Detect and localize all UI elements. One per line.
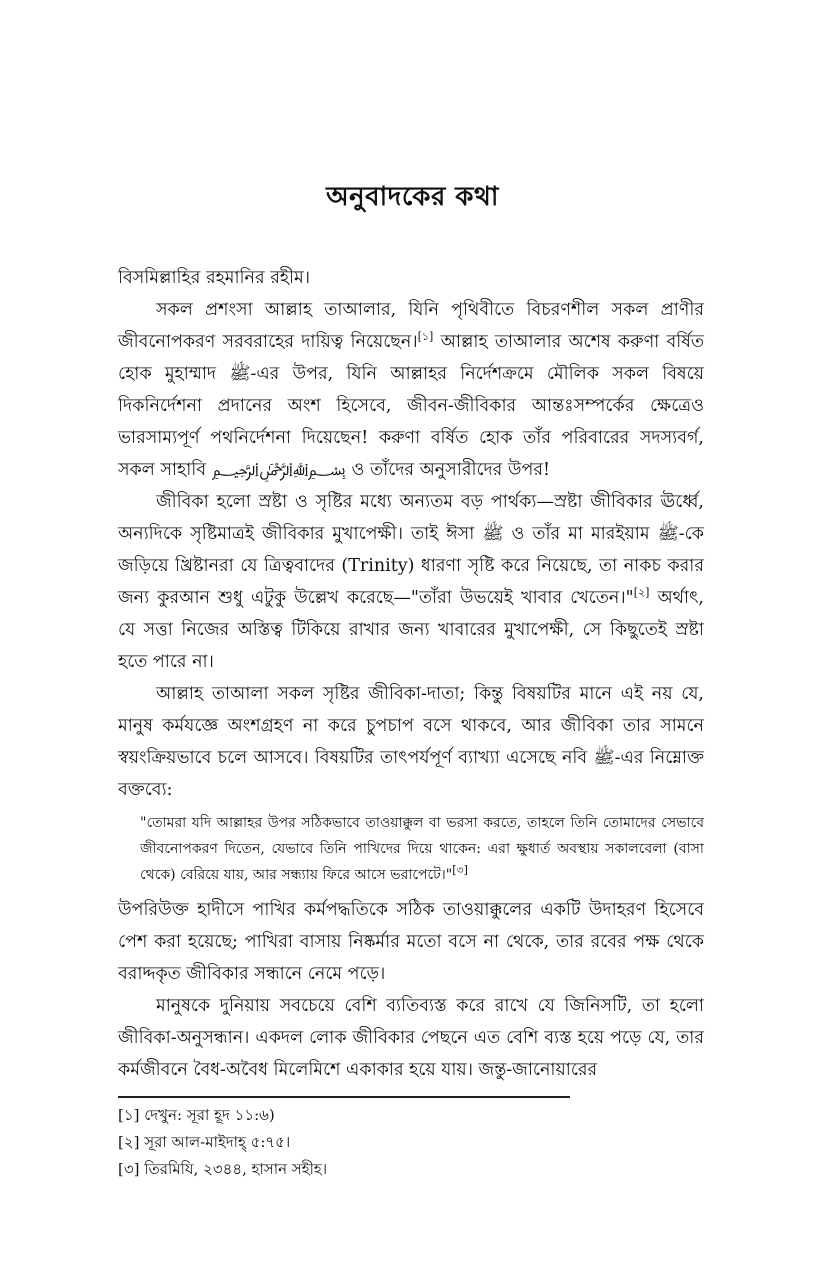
paragraph-livelihood-part1: জীবিকা হলো স্রষ্টা ও সৃষ্টির মধ্যে অন্যতম বড় পার্থক্য—স্রষ্টা জীবিকার ঊর্ধ্বে, অন্যদিকে সৃষ্টিমাত্রই জীবিকার মুখাপেক্ষী। তাই ঈসা ﷺ ও তাঁর মা মারইয়াম ﷺ-কে জড়িয়ে খ্রিষ্টানরা যে ত্রিত্ববাদের (Trinity) ধারণা সৃষ্টি করে নিয়েছে, তা নাকচ করার জন্য কুরআন শুধু এটুকু উল্লেখ করেছে—"তাঁরা উভয়েই খাবার খেতেন।" — [118, 492, 704, 608]
body-text — [118, 262, 704, 1086]
paragraph-bismillah: বিসমিল্লাহির রহমানির রহীম। — [118, 268, 310, 288]
hadith-quote — [140, 810, 704, 888]
paragraph-birds: উপরিউক্ত হাদীসে পাখির কর্মপদ্ধতিকে সঠিক তাওয়াক্কুলের একটি উদাহরণ হিসেবে পেশ করা হয়েছে; পাখিরা বাসায় নিষ্কর্মার মতো বসে না থেকে, তার রবের পক্ষ থেকে বরাদ্দকৃত জীবিকার সন্ধানে নেমে পড়ে। — [118, 900, 704, 984]
paragraph-provider: আল্লাহ তাআলা সকল সৃষ্টির জীবিকা-দাতা; কিন্তু বিষয়টির মানে এই নয় যে, মানুষ কর্মযজ্ঞে অংশগ্রহণ না করে চুপচাপ বসে থাকবে, আর জীবিকা তার সামনে স্বয়ংক্রিয়ভাবে চলে আসবে। বিষয়টির তাৎপর্যপূর্ণ ব্যাখ্যা এসেছে নবি ﷺ-এর নিম্নোক্ত বক্তব্যে: — [118, 684, 704, 800]
paragraph-busy: মানুষকে দুনিয়ায় সবচেয়ে বেশি ব্যতিব্যস্ত করে রাখে যে জিনিসটি, তা হলো জীবিকা-অনুসন্ধান। একদল লোক জীবিকার পেছনে এত বেশি ব্যস্ত হয়ে পড়ে যে, তার কর্মজীবনে বৈধ-অবৈধ মিলেমিশে একাকার হয়ে যায়। জন্তু-জানোয়ারের — [118, 996, 704, 1080]
paragraph-praise-part2: আল্লাহ তাআলার অশেষ করুণা বর্ষিত হোক মুহাম্মাদ ﷺ-এর উপর, যিনি আল্লাহর নির্দেশক্রমে মৌলিক সকল বিষয়ে দিকনির্দেশনা প্রদানের অংশ হিসেবে, জীবন-জীবিকার আন্তঃসম্পর্কের ক্ষেত্রেও ভারসাম্যপূর্ণ পথনির্দেশনা দিয়েছেন! করুণা বর্ষিত হোক তাঁর পরিবারের সদস্যবর্গ, সকল সাহাবি ﷽ ও তাঁদের অনুসারীদের উপর! — [118, 332, 704, 480]
footnote-2: [২] সূরা আল-মাইদাহ্ ৫:৭৫। — [118, 1133, 291, 1151]
footnote-divider — [118, 1096, 570, 1098]
footnotes — [118, 1102, 704, 1183]
paragraph-praise-part1: সকল প্রশংসা আল্লাহ তাআলার, যিনি পৃথিবীতে বিচরণশীল সকল প্রাণীর জীবনোপকরণ সরবরাহের দায়িত্ব নিয়েছেন। — [118, 300, 704, 352]
footnote-3: [৩] তিরমিযি, ২৩৪৪, হাসান সহীহ। — [118, 1160, 328, 1178]
footnote-ref-3: [৩] — [452, 863, 468, 877]
page-title: অনুবাদকের কথা — [326, 182, 499, 212]
footnote-1: [১] দেখুন: সূরা হূদ ১১:৬) — [118, 1106, 275, 1124]
hadith-quote-text: "তোমরা যদি আল্লাহর উপর সঠিকভাবে তাওয়াক্কুল বা ভরসা করতে, তাহলে তিনি তোমাদের সেভাবে জীবনোপকরণ দিতেন, যেভাবে তিনি পাখিদের দিয়ে থাকেন: এরা ক্ষুধার্ত অবস্থায় সকালবেলা (বাসা থেকে) বেরিয়ে যায়, আর সন্ধ্যায় ফিরে আসে ভরাপেটে।" — [140, 815, 704, 883]
paragraph-livelihood — [118, 486, 704, 678]
footnote-ref-1: [১] — [417, 330, 434, 344]
paragraph-praise — [118, 294, 704, 486]
footnote-ref-2: [২] — [633, 586, 650, 600]
paragraph-livelihood-part2: অর্থাৎ, যে সত্তা নিজের অস্তিত্ব টিকিয়ে রাখার জন্য খাবারের মুখাপেক্ষী, সে কিছুতেই স্রষ্টা হতে পারে না। — [118, 588, 704, 672]
